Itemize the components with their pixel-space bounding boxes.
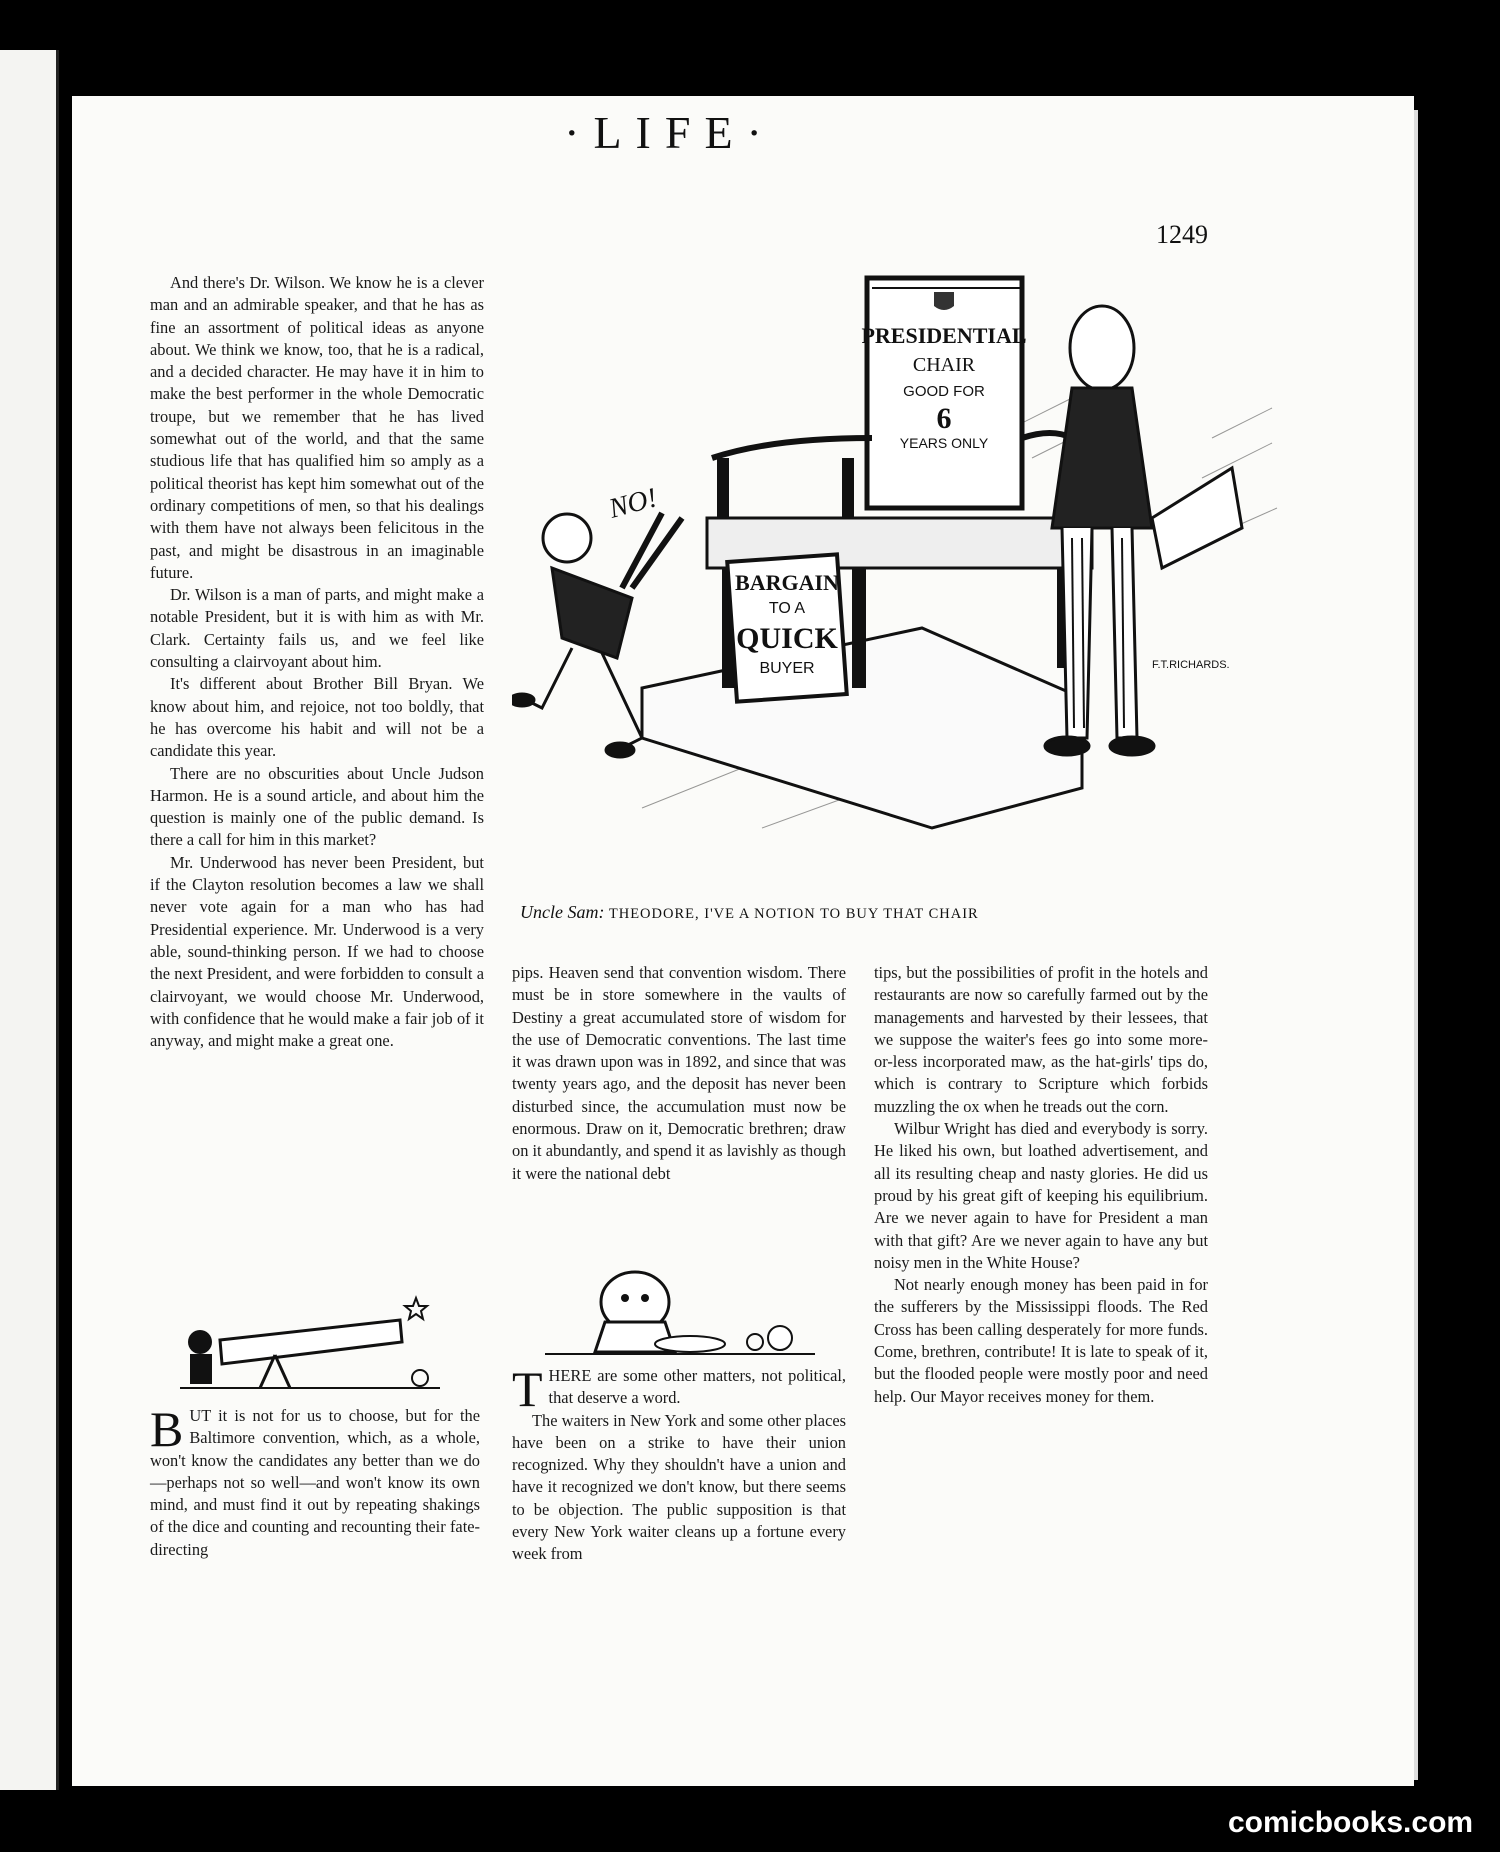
col3-para-1: tips, but the possibilities of profit in the hotels and restaurants are now so carefully farmed out by the managements and harvested by their lessees, that we suppose the waiter's fees go into some more-or-less incorporated maw, as the hat-girls' tips do, which is contrary to Scripture which forbids muzzling the ox when he treads out the corn. [874, 963, 1208, 1116]
chair-sign-line1: PRESIDENTIAL [861, 323, 1027, 348]
site-watermark: comicbooks.com [1228, 1806, 1474, 1839]
telescope-vignette [180, 1290, 440, 1390]
caption-text: THEODORE, I'VE A NOTION TO BUY THAT CHAIR [608, 906, 979, 922]
column-2-section-2 [512, 1361, 846, 1566]
adjacent-page-edge [0, 50, 59, 1790]
bargain-line3: QUICK [736, 622, 838, 655]
col2-para-2: The waiters in New York and some other places have been on a strike to have their union recognized. Why they shouldn't have a union and have it recognized we don't know, but there seems to be objection. The public supposition is that every New York waiter cleans up a fortune every week from [512, 1410, 846, 1564]
col2-section-lead: HERE are some other matters, not political, that deserve a word. [548, 1366, 846, 1408]
chair-sign-line3: GOOD FOR [903, 383, 985, 400]
column-2 [512, 962, 846, 1185]
masthead: ·LIFE· [564, 107, 776, 158]
col3-para-2: Wilbur Wright has died and everybody is sorry. He liked his own, but loathed advertisement, and all its resulting cheap and nasty glories. He did us proud by his great gift of keeping his equilibrium. Are we never again to have for President a man with that gift? Are we never again to have any but noisy men in the White House? [874, 1119, 1208, 1272]
col3-para-3: Not nearly enough money has been paid in for the sufferers by the Mississippi floods. The Red Cross has been calling desperately for more funds. Come, brethren, contribute! It is late to speak of it, but the flooded people were mostly poor and need help. Our Mayor receives money for them. [874, 1275, 1208, 1406]
bargain-line2: TO A [768, 600, 806, 617]
drop-cap-b: B [150, 1401, 184, 1457]
cartoon-illustration [512, 268, 1282, 888]
shout-text: NO! [605, 482, 661, 525]
col1-para-4: There are no obscurities about Uncle Judson Harmon. He is a sound article, and about him the question is mainly one of the public demand. Is there a call for him in this market? [150, 763, 484, 850]
artist-signature: F.T.RICHARDS. [1152, 659, 1230, 671]
col2-para-1: pips. Heaven send that convention wisdom. There must be in store somewhere in the vaults of Destiny a great accumulated store of wisdom for the use of Democratic conventions. The last time it was drawn upon was in 1892, and since that was twenty years ago, and the deposit has never been disturbed since, the accumulation must now be enormous. Draw on it, Democratic brethren; draw on it abundantly, and spend it as lavishly as though it were the national debt [512, 963, 846, 1183]
col1-para-5: Mr. Underwood has never been President, but if the Clayton resolution becomes a law we shall never vote again for a man who has had Presidential experience. Mr. Underwood is a very able, sound-thinking person. If we had to choose the next President, and were forbidden to consult a clairvoyant, we would choose Mr. Underwood, with confidence that he would make a fair job of it anyway, and might make a great one. [150, 852, 484, 1051]
uncle-sam-figure [1045, 306, 1242, 755]
col1-section2-text: UT it is not for us to choose, but for the Baltimore convention, which, as a whole, won't know the candidates any better than we do—perhaps not so well—and won't know its own mind, and must find it out by repeating shakings of the dice and counting and recounting their fate-directing [150, 1406, 480, 1559]
bargain-line4: BUYER [759, 660, 815, 677]
col1-para-3: It's different about Brother Bill Bryan. We know about him, and rejoice, not too boldly, that he has overcome his habit and will not be a candidate this year. [150, 674, 484, 761]
drop-cap-t: T [512, 1361, 543, 1417]
column-1 [150, 272, 484, 1052]
chair-sign-line4: 6 [936, 402, 952, 435]
page-edge-shadow [1414, 110, 1418, 1780]
illustration-caption [520, 902, 1220, 923]
bargain-line1: BARGAIN [735, 570, 839, 595]
col1-para-2: Dr. Wilson is a man of parts, and might make a notable President, but it is with him as with Mr. Clark. Certainty fails us, and we feel like consulting a clairvoyant about him. [150, 585, 484, 672]
column-1-section-2 [150, 1401, 480, 1561]
chair-sign-line5: YEARS ONLY [899, 435, 989, 451]
caption-speaker: Uncle Sam: [520, 902, 605, 922]
chair-sign-line2: CHAIR [912, 354, 976, 376]
column-3 [874, 962, 1208, 1408]
dog-vignette [545, 1262, 815, 1358]
col1-para-1: And there's Dr. Wilson. We know he is a clever man and an admirable speaker, and that he has as fine an assortment of political ideas as anyone about. We think we know, too, that he is a radical, and a decided character. He may have it in him to make the best performer in the whole Democratic troupe, but we remember that he has lived somewhat out of the world, and that the same studious life that has qualified him so amply as a political theorist has kept him somewhat out of the ordinary competitions of men, so that his dealings with them have not always been felicitous in the past, and might be disastrous in an imaginable future. [150, 273, 484, 582]
page-number: 1249 [1156, 220, 1208, 249]
shield-icon [934, 292, 954, 310]
